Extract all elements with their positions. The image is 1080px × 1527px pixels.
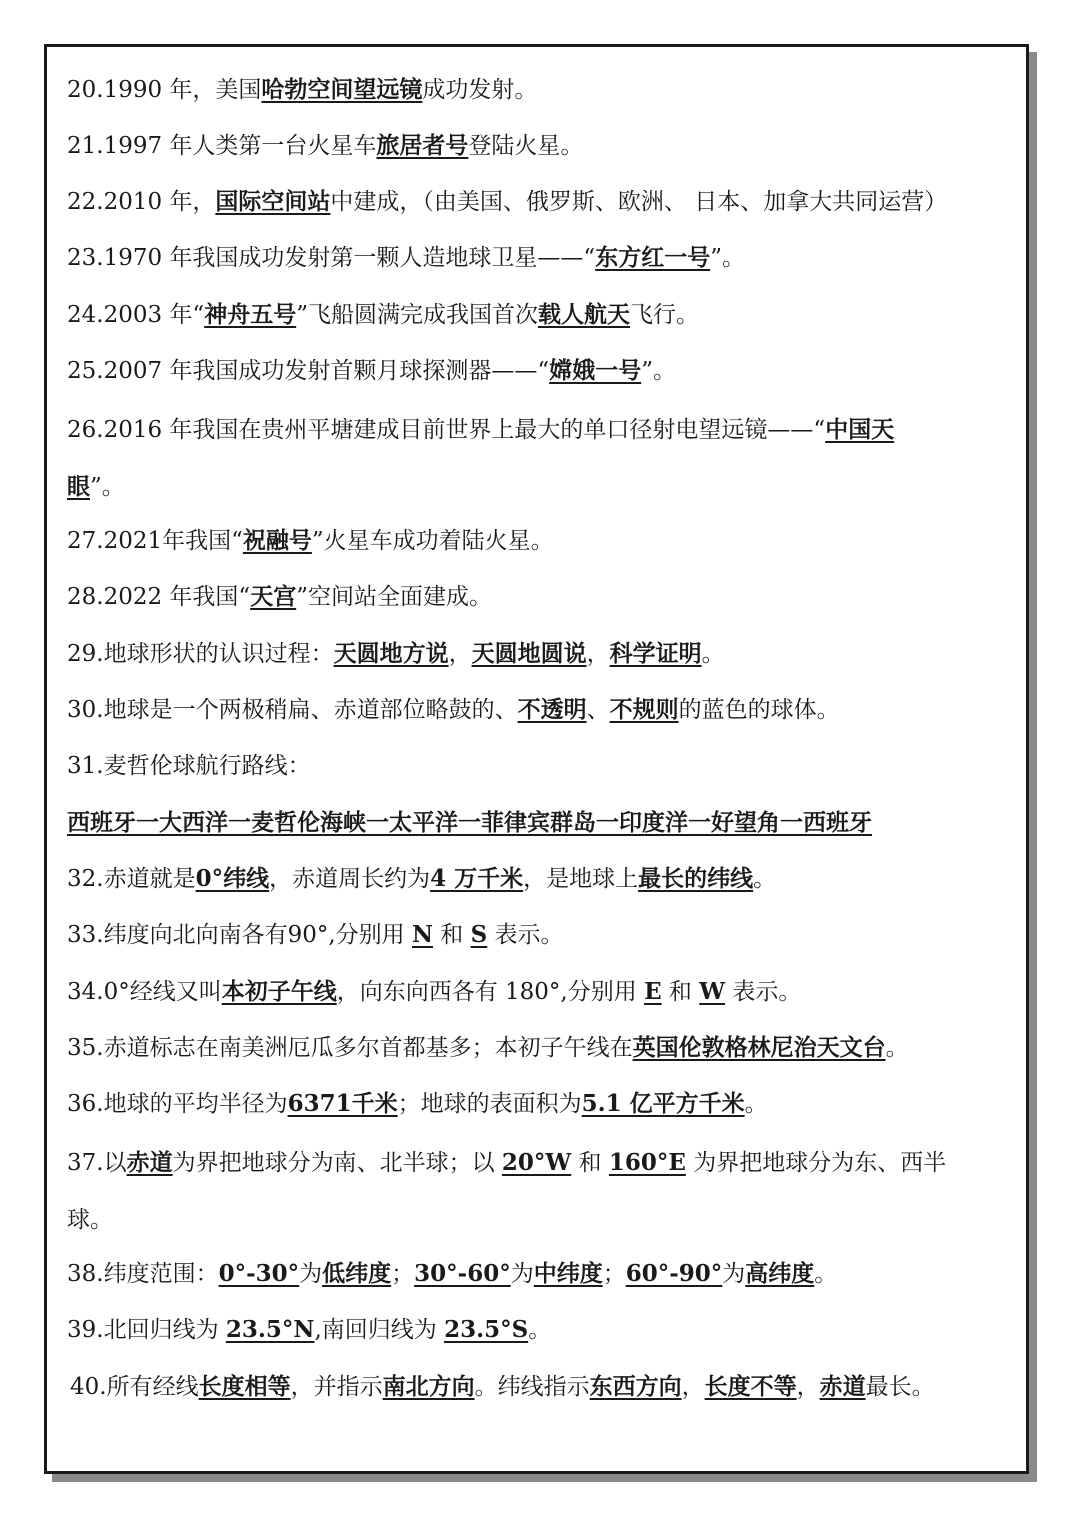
text-segment: 25.2007 年我国成功发射首颗月球探测器——“	[67, 358, 550, 384]
text-line	[67, 472, 125, 502]
text-segment: ；	[391, 1261, 415, 1287]
text-line	[67, 1259, 837, 1289]
text-segment: 登陆火星。	[468, 133, 584, 159]
text-segment: 39.北回归线为	[67, 1317, 226, 1343]
text-segment: ，	[796, 1374, 820, 1400]
text-segment: 26.2016 年我国在贵州平塘建成目前世界上最大的单口径射电望远镜——“	[67, 417, 826, 443]
underlined-keyword: 中国天	[825, 416, 895, 443]
text-segment: 38.纬度范围：	[67, 1261, 219, 1287]
text-segment: ，是地球上	[523, 866, 639, 892]
text-segment: 球。	[67, 1207, 113, 1233]
text-segment: ；	[602, 1261, 626, 1287]
text-line	[67, 300, 699, 330]
text-segment: ，向东向西各有 180°,分别用	[336, 979, 645, 1005]
text-segment: 为界把地球分为南、北半球；以	[172, 1150, 502, 1176]
text-segment: ,南回归线为	[314, 1317, 445, 1343]
text-segment: ，	[586, 641, 610, 667]
underlined-keyword: 赤道	[819, 1373, 866, 1400]
text-line	[67, 1205, 113, 1235]
text-segment: 表示。	[725, 979, 802, 1005]
underlined-keyword: 天圆地圆说	[471, 640, 587, 667]
underlined-keyword: 23.5°S	[444, 1316, 529, 1343]
text-line	[67, 243, 745, 273]
underlined-keyword: 英国伦敦格林尼治天文台	[632, 1034, 886, 1061]
text-segment: 成功发射。	[422, 77, 538, 103]
underlined-keyword: 低纬度	[322, 1260, 392, 1287]
underlined-keyword: 长度不等	[704, 1373, 797, 1400]
underlined-keyword: 西班牙一大西洋一麦哲伦海峡一太平洋一菲律宾群岛一印度洋一好望角一西班牙	[67, 809, 872, 836]
text-segment: 29.地球形状的认识过程：	[67, 641, 334, 667]
text-line	[67, 1148, 946, 1178]
text-segment: ，	[448, 641, 472, 667]
text-segment: 20.1990 年，美国	[67, 77, 262, 103]
text-segment: 30.地球是一个两极稍扁、赤道部位略鼓的、	[67, 697, 518, 723]
underlined-keyword: 东方红一号	[595, 244, 711, 271]
text-segment: ；地球的表面积为	[397, 1091, 582, 1117]
text-line	[67, 1089, 768, 1119]
underlined-keyword: 载人航天	[537, 301, 630, 328]
underlined-keyword: 最长的纬线	[638, 865, 754, 892]
text-line	[67, 1033, 909, 1063]
text-segment: 表示。	[487, 922, 564, 948]
text-segment: 21.1997 年人类第一台火星车	[67, 133, 377, 159]
text-line	[67, 695, 840, 725]
text-segment: 32.赤道就是	[67, 866, 196, 892]
underlined-keyword: 神舟五号	[204, 301, 297, 328]
text-segment: 36.地球的平均半径为	[67, 1091, 288, 1117]
underlined-keyword: 本初子午线	[221, 978, 337, 1005]
text-segment: 。	[753, 866, 777, 892]
text-segment: ”。	[710, 245, 745, 271]
underlined-keyword: 南北方向	[382, 1373, 475, 1400]
underlined-keyword: W	[699, 978, 726, 1005]
underlined-keyword: 23.5°N	[225, 1316, 315, 1343]
text-segment: ”火星车成功着陆火星。	[311, 528, 554, 554]
text-segment: 。	[814, 1261, 838, 1287]
text-line	[67, 1315, 551, 1345]
text-segment: 和	[433, 922, 471, 948]
text-segment: ”。	[641, 358, 676, 384]
text-segment: 23.1970 年我国成功发射第一颗人造地球卫星——“	[67, 245, 596, 271]
text-line	[67, 582, 492, 612]
text-line	[67, 75, 537, 105]
underlined-keyword: 科学证明	[609, 640, 702, 667]
underlined-keyword: 6371千米	[287, 1090, 398, 1117]
underlined-keyword: 高纬度	[745, 1260, 815, 1287]
underlined-keyword: 眼	[67, 473, 90, 500]
underlined-keyword: 赤道	[126, 1149, 173, 1176]
text-line	[67, 977, 801, 1007]
underlined-keyword: 不透明	[517, 696, 587, 723]
page-frame	[44, 44, 1029, 1474]
text-segment: 的蓝色的球体。	[678, 697, 840, 723]
text-line	[67, 356, 676, 386]
underlined-keyword: N	[411, 921, 433, 948]
underlined-keyword: 160°E	[608, 1149, 686, 1176]
text-segment: ，赤道周长约为	[269, 866, 431, 892]
text-segment: 为	[722, 1261, 746, 1287]
text-line	[67, 187, 947, 217]
text-line	[67, 415, 894, 445]
underlined-keyword: 不规则	[609, 696, 679, 723]
text-segment: 中建成，（由美国、俄罗斯、欧洲、 日本、加拿大共同运营）	[330, 189, 948, 215]
text-segment: 。纬线指示	[474, 1374, 590, 1400]
text-line	[67, 131, 583, 161]
text-segment: 最长。	[865, 1374, 935, 1400]
text-segment: 24.2003 年“	[67, 302, 205, 328]
text-segment: 为	[510, 1261, 534, 1287]
text-segment: ，	[681, 1374, 705, 1400]
text-segment: 35.赤道标志在南美洲厄瓜多尔首都基多；本初子午线在	[67, 1035, 633, 1061]
text-line	[67, 808, 872, 838]
underlined-keyword: 嫦娥一号	[549, 357, 642, 384]
text-segment: 为	[299, 1261, 323, 1287]
text-line	[67, 526, 554, 556]
text-segment: 31.麦哲伦球航行路线：	[67, 753, 311, 779]
text-segment: ”。	[90, 474, 125, 500]
text-line	[67, 920, 564, 950]
text-segment: 34.0°经线又叫	[67, 979, 222, 1005]
underlined-keyword: 20°W	[501, 1149, 572, 1176]
underlined-keyword: 中纬度	[533, 1260, 603, 1287]
text-segment: 37.以	[67, 1150, 127, 1176]
underlined-keyword: S	[470, 921, 488, 948]
text-line	[67, 639, 725, 669]
text-segment: 22.2010 年，	[67, 189, 216, 215]
text-segment: 为界把地球分为东、西半	[685, 1150, 947, 1176]
underlined-keyword: 长度相等	[198, 1373, 291, 1400]
underlined-keyword: 哈勃空间望远镜	[261, 76, 423, 103]
underlined-keyword: 0°-30°	[218, 1260, 300, 1287]
text-segment: 、	[586, 697, 610, 723]
text-segment: 27.2021年我国“	[67, 528, 243, 554]
text-segment: 28.2022 年我国“	[67, 584, 251, 610]
underlined-keyword: 4 万千米	[430, 865, 524, 892]
underlined-keyword: 天宫	[250, 583, 297, 610]
text-segment: ，并指示	[290, 1374, 383, 1400]
text-segment: 飞行。	[629, 302, 699, 328]
underlined-keyword: 30°-60°	[414, 1260, 511, 1287]
text-segment: ”空间站全面建成。	[296, 584, 492, 610]
underlined-keyword: 5.1 亿平方千米	[581, 1090, 745, 1117]
text-segment: ”飞船圆满完成我国首次	[296, 302, 538, 328]
underlined-keyword: 天圆地方说	[333, 640, 449, 667]
underlined-keyword: 0°纬线	[195, 865, 270, 892]
text-line	[67, 751, 311, 781]
text-segment: 。	[885, 1035, 909, 1061]
text-segment: 40.所有经线	[70, 1374, 199, 1400]
text-segment: 。	[744, 1091, 768, 1117]
underlined-keyword: 国际空间站	[215, 188, 331, 215]
text-line	[67, 864, 776, 894]
underlined-keyword: 祝融号	[242, 527, 312, 554]
text-segment: 和	[661, 979, 700, 1005]
text-segment: 。	[701, 641, 725, 667]
text-line	[70, 1372, 935, 1402]
text-segment: 和	[571, 1150, 609, 1176]
underlined-keyword: 旅居者号	[376, 132, 469, 159]
underlined-keyword: E	[644, 978, 662, 1005]
text-segment: 33.纬度向北向南各有90°,分别用	[67, 922, 412, 948]
underlined-keyword: 东西方向	[589, 1373, 682, 1400]
text-segment: 。	[528, 1317, 552, 1343]
underlined-keyword: 60°-90°	[625, 1260, 723, 1287]
